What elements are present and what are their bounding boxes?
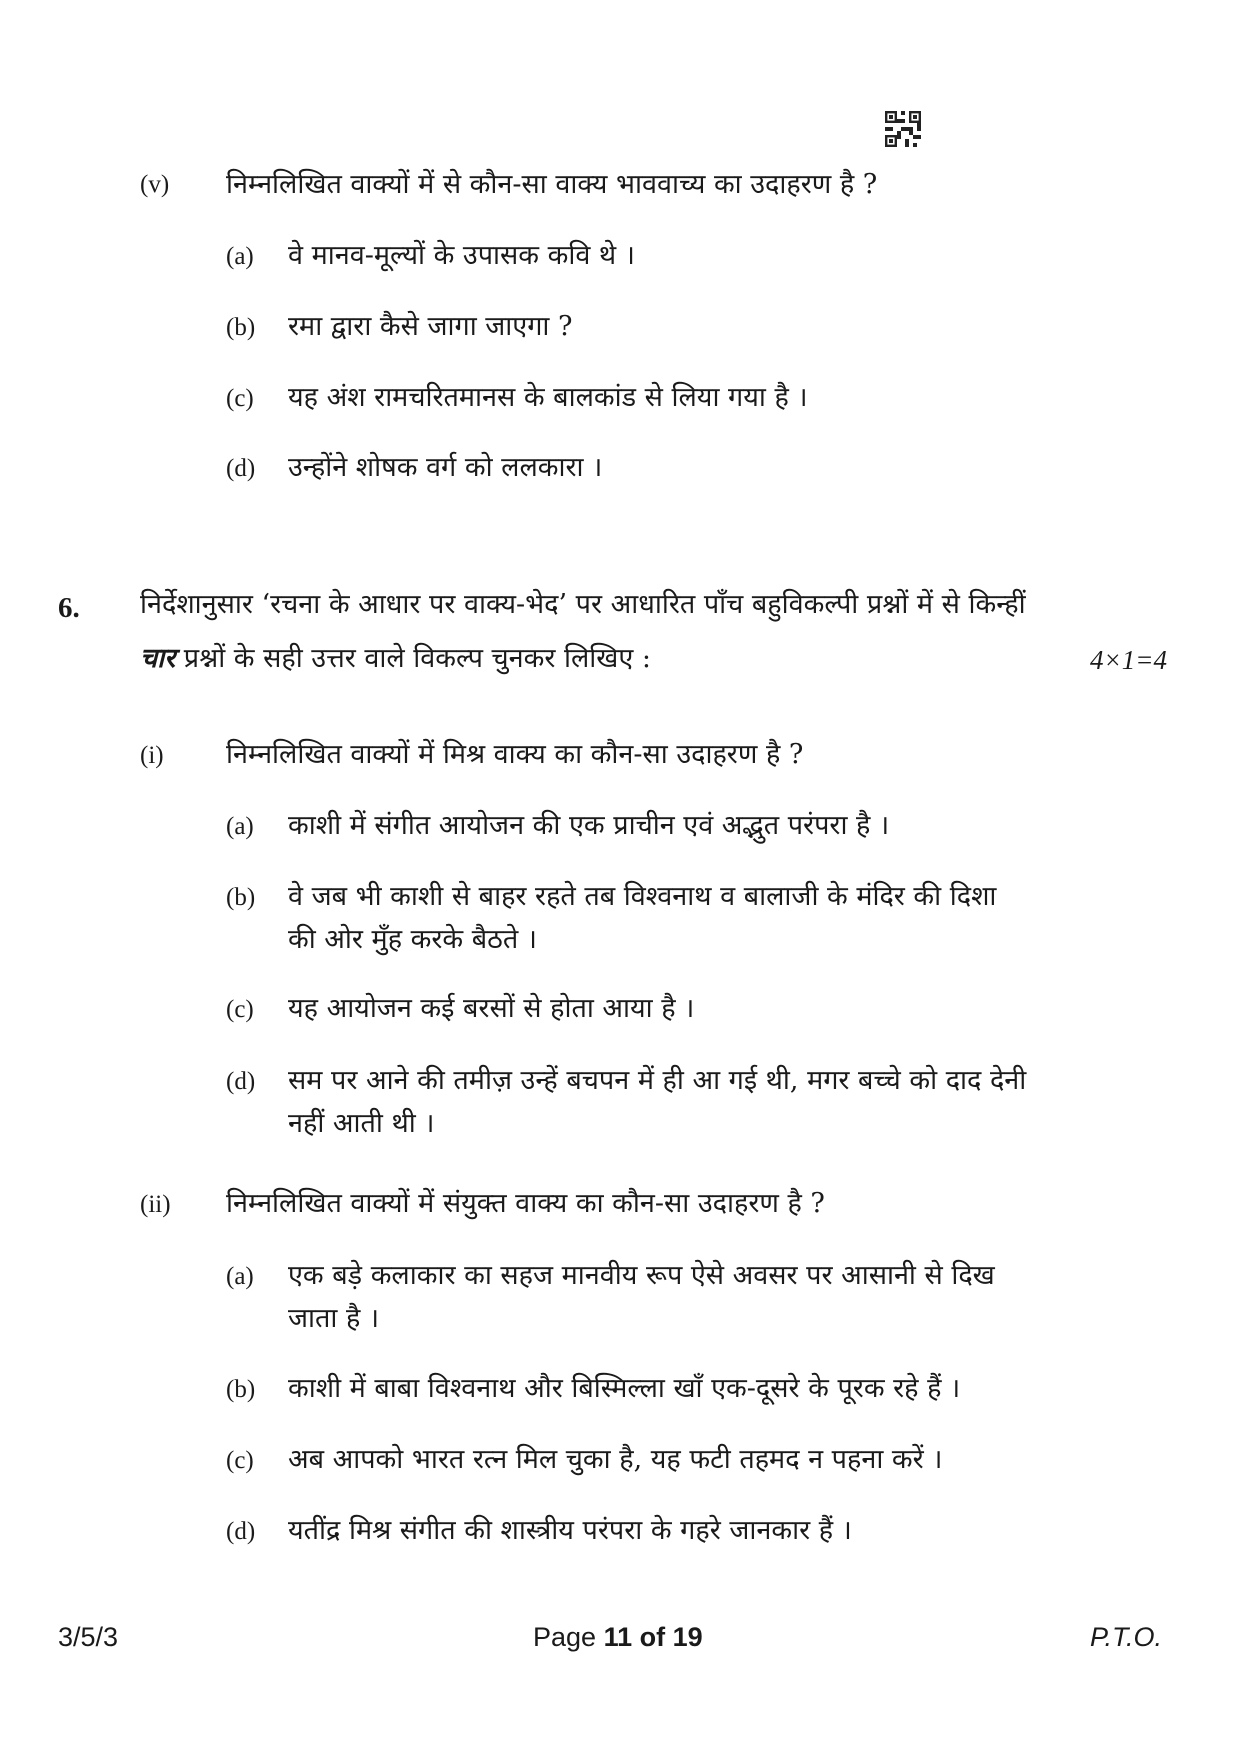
option-label: (b) bbox=[226, 1376, 256, 1403]
option-text-continued: नहीं आती थी । bbox=[288, 1108, 435, 1139]
option-text: उन्होंने शोषक वर्ग को ललकारा । bbox=[288, 452, 603, 483]
paper-code: 3/5/3 bbox=[58, 1622, 119, 1652]
option-text: रमा द्वारा कैसे जागा जाएगा ? bbox=[288, 311, 573, 342]
option-label: (a) bbox=[226, 1263, 254, 1290]
option-text-continued: की ओर मुँह करके बैठते । bbox=[288, 924, 538, 955]
emphasis-word: चार bbox=[140, 643, 176, 674]
option-text: यह अंश रामचरितमानस के बालकांड से लिया गया है । bbox=[288, 382, 808, 413]
option-text: वे मानव-मूल्यों के उपासक कवि थे । bbox=[288, 240, 635, 271]
option-label: (c) bbox=[226, 1447, 254, 1474]
page-total: 19 bbox=[672, 1622, 703, 1652]
question-text: निम्नलिखित वाक्यों में संयुक्त वाक्य का कौन-सा उदाहरण है ? bbox=[226, 1188, 825, 1219]
option-text: एक बड़े कलाकार का सहज मानवीय रूप ऐसे अवसर पर आसानी से दिख bbox=[288, 1260, 995, 1291]
question-number-ii: (ii) bbox=[140, 1191, 171, 1218]
page-indicator bbox=[533, 1622, 703, 1653]
option-label: (d) bbox=[226, 1068, 256, 1095]
instruction-rest: प्रश्नों के सही उत्तर वाले विकल्प चुनकर लिखिए : bbox=[183, 643, 651, 674]
option-label: (b) bbox=[226, 884, 256, 911]
option-text: काशी में संगीत आयोजन की एक प्राचीन एवं अद्भुत परंपरा है । bbox=[288, 810, 890, 841]
question-number-6: 6. bbox=[58, 592, 80, 624]
option-text: अब आपको भारत रत्न मिल चुका है, यह फटी तहमद न पहना करें । bbox=[288, 1444, 943, 1475]
question-number-v: (v) bbox=[140, 171, 170, 198]
question-number-i: (i) bbox=[140, 742, 164, 769]
option-text: यतींद्र मिश्र संगीत की शास्त्रीय परंपरा के गहरे जानकार हैं । bbox=[288, 1515, 852, 1546]
option-label: (c) bbox=[226, 996, 254, 1023]
option-text: वे जब भी काशी से बाहर रहते तब विश्वनाथ व बालाजी के मंदिर की दिशा bbox=[288, 881, 997, 912]
option-label: (a) bbox=[226, 243, 254, 270]
question-instruction-line2 bbox=[140, 637, 651, 681]
option-label: (a) bbox=[226, 813, 254, 840]
page-prefix: Page bbox=[533, 1622, 604, 1652]
page-current: 11 bbox=[603, 1622, 633, 1652]
option-label: (b) bbox=[226, 314, 256, 341]
question-text: निम्नलिखित वाक्यों में से कौन-सा वाक्य भाववाच्य का उदाहरण है ? bbox=[226, 169, 878, 200]
option-text: सम पर आने की तमीज़ उन्हें बचपन में ही आ गई थी, मगर बच्चे को दाद देनी bbox=[288, 1065, 1027, 1096]
option-text: यह आयोजन कई बरसों से होता आया है । bbox=[288, 993, 695, 1024]
option-text: काशी में बाबा विश्वनाथ और बिस्मिल्ला खाँ एक-दूसरे के पूरक रहे हैं । bbox=[288, 1373, 961, 1404]
question-text: निम्नलिखित वाक्यों में मिश्र वाक्य का कौन-सा उदाहरण है ? bbox=[226, 739, 804, 770]
option-label: (d) bbox=[226, 1518, 256, 1545]
option-label: (c) bbox=[226, 385, 254, 412]
option-label: (d) bbox=[226, 455, 256, 482]
marks: 4×1=4 bbox=[1090, 645, 1167, 675]
please-turn-over: P.T.O. bbox=[1090, 1622, 1163, 1652]
qr-code-icon bbox=[885, 111, 921, 147]
question-instruction: निर्देशानुसार ‘रचना के आधार पर वाक्य-भेद’ पर आधारित पाँच बहुविकल्पी प्रश्नों में से किन्हीं bbox=[140, 589, 1026, 620]
option-text-continued: जाता है । bbox=[288, 1303, 380, 1334]
page-of: of bbox=[632, 1622, 673, 1652]
